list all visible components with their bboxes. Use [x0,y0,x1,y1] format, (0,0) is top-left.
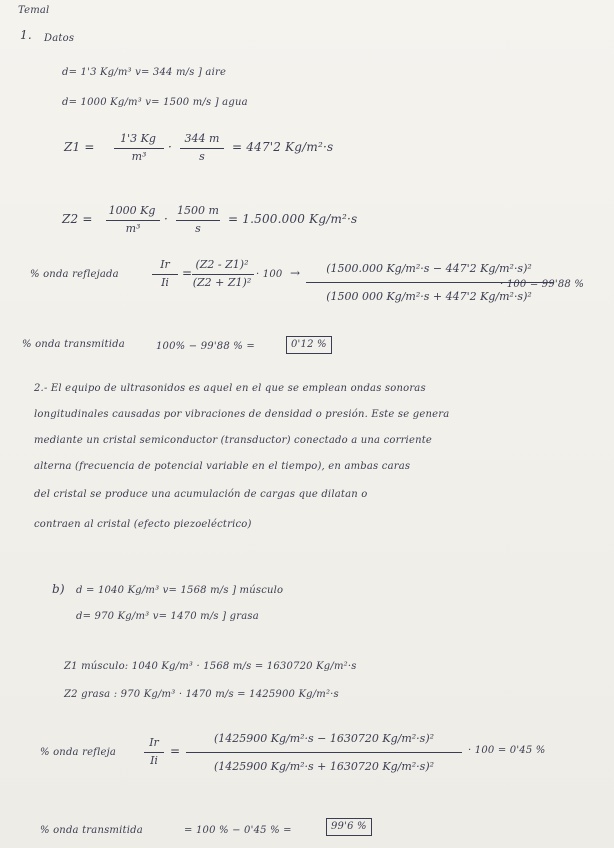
q2-para-line-5: del cristal se produce una acumulación de cargas que dilatan o [34,489,368,500]
q1-refl-big-den: (1500 000 Kg/m²·s + 447'2 Kg/m²·s)² [326,290,532,303]
q1-refl-big-num: (1500.000 Kg/m²·s − 447'2 Kg/m²·s)² [326,262,532,275]
q1-z2-bar [106,220,160,221]
q1-z1-mid-bar [180,148,224,149]
q2-refl-eq-sign: = [170,744,181,758]
q2-refl-result: · 100 = 0'45 % [468,745,546,756]
q1-refl-frac-bar [152,274,178,275]
q1-z1-label: Z1 = [64,140,95,154]
q1-z1-mid-den: s [199,150,205,163]
q1-refl-label: % onda reflejada [30,269,119,280]
q1-z2-mid-bar [176,220,220,221]
q2-z2-line: Z2 grasa : 970 Kg/m³ · 1470 m/s = 1425900 Kg/m²·s [64,689,339,700]
q1-aire-data: d= 1'3 Kg/m³ v= 344 m/s ] aire [62,67,227,78]
q1-trans-result: 0'12 % [286,336,332,354]
q2-refl-frac-den: Ii [150,754,158,767]
q1-z1-bar [114,148,164,149]
q2-refl-big-bar [186,752,462,753]
q1-refl-result: · 100 = 99'88 % [500,279,585,290]
q2-refl-frac-num: Ir [149,736,159,749]
q1-z2-num: 1000 Kg [108,204,156,217]
q1-z1-result: = 447'2 Kg/m²·s [232,140,334,154]
q2-para-line-3: mediante un cristal semiconductor (transductor) conectado a una corriente [34,435,433,446]
q1-refl-arrow: → [290,266,301,280]
q1-z2-result: = 1.500.000 Kg/m²·s [228,212,358,226]
q2-musculo-data: d = 1040 Kg/m³ v= 1568 m/s ] músculo [76,585,284,596]
q2-trans-label: % onda transmitida [40,825,143,836]
q1-z2-mid-den: s [195,222,201,235]
q2-trans-result-wrap [326,818,372,836]
q2-trans-result: 99'6 % [326,818,372,836]
q1-datos: Datos [44,33,75,44]
q1-z2-den: m³ [125,222,141,235]
q2-para-line-2: longitudinales causadas por vibraciones de densidad o presión. Este se genera [34,409,450,420]
q1-number: 1. [20,28,32,42]
q1-z1-mid-num: 344 m [184,132,220,145]
q1-refl-eq-sign: = [182,266,193,280]
q2-refl-label: % onda refleja [40,747,117,758]
q2-refl-big-den: (1425900 Kg/m²·s + 1630720 Kg/m²·s)² [213,760,435,773]
q1-refl-eq-bar [192,274,254,275]
q1-trans-result-wrap [286,336,332,354]
q2-trans-calc: = 100 % − 0'45 % = [184,825,292,836]
q1-refl-eq-den: (Z2 + Z1)² [192,276,252,289]
q2-b-label: b) [52,582,65,596]
q1-z1-dot: · [168,140,173,154]
q1-refl-frac-num: Ir [160,258,170,271]
q1-z2-dot: · [164,212,169,226]
q2-para-line-6: contraen al cristal (efecto piezoeléctrico) [34,519,252,530]
q1-trans-calc: 100% − 99'88 % = [156,341,255,352]
q2-para-line-4: alterna (frecuencia de potencial variable en el tiempo), en ambas caras [34,461,411,472]
q1-trans-label: % onda transmitida [22,339,125,350]
page-header: Temal [18,5,50,16]
q1-refl-frac-den: Ii [161,276,169,289]
q1-z2-label: Z2 = [62,212,93,226]
q2-z1-line: Z1 músculo: 1040 Kg/m³ · 1568 m/s = 1630720 Kg/m²·s [64,661,357,672]
q1-z2-mid-num: 1500 m [177,204,219,217]
q1-refl-eq-num: (Z2 - Z1)² [195,258,249,271]
q1-z1-num: 1'3 Kg [120,132,156,145]
q1-agua-data: d= 1000 Kg/m³ v= 1500 m/s ] agua [62,97,248,108]
q2-refl-big-num: (1425900 Kg/m²·s − 1630720 Kg/m²·s)² [213,732,435,745]
q1-z1-den: m³ [131,150,147,163]
q2-grasa-data: d= 970 Kg/m³ v= 1470 m/s ] grasa [76,611,259,622]
q2-refl-frac-bar [144,752,164,753]
q2-para-line-1: 2.- El equipo de ultrasonidos es aquel en el que se emplean ondas sonoras [34,383,426,394]
q1-refl-times: · 100 [256,269,283,280]
